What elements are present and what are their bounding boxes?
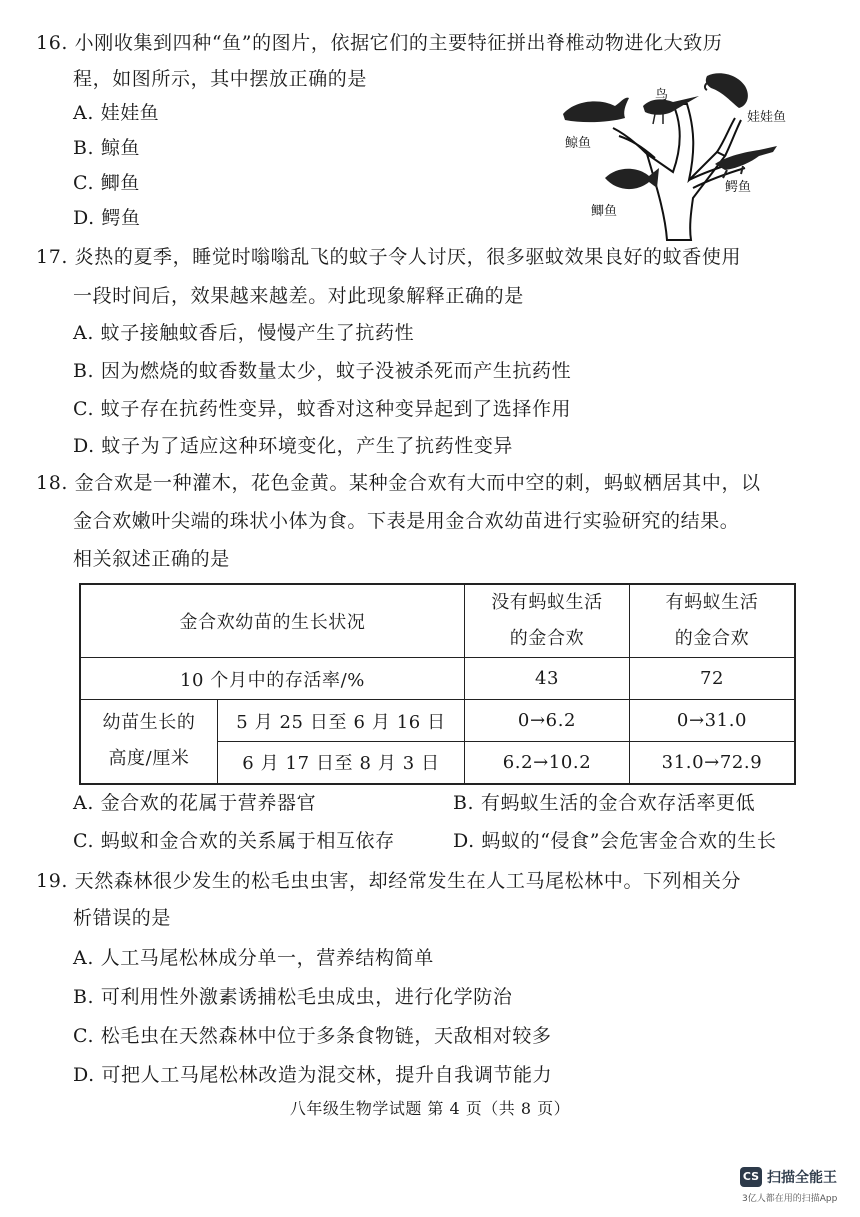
cs-logo-icon: CS bbox=[740, 1167, 762, 1187]
q18-stem-line1: 18. 金合欢是一种灌木，花色金黄。某种金合欢有大而中空的刺，蚂蚁栖居其中，以 bbox=[36, 472, 761, 494]
acacia-experiment-table bbox=[79, 583, 796, 773]
label-bird: 鸟 bbox=[655, 88, 669, 103]
q16-option-d: D. 鳄鱼 bbox=[73, 207, 141, 229]
q17-option-c: C. 蚊子存在抗药性变异，蚊香对这种变异起到了选择作用 bbox=[73, 398, 572, 420]
q17-option-a: A. 蚊子接触蚊香后，慢慢产生了抗药性 bbox=[73, 322, 415, 344]
q17-option-d: D. 蚊子为了适应这种环境变化，产生了抗药性变异 bbox=[73, 435, 514, 457]
period-1-no-ant: 0→6.2 bbox=[465, 700, 630, 742]
q18-option-b: B. 有蚂蚁生活的金合欢存活率更低 bbox=[453, 792, 756, 814]
header-no-ant: 没有蚂蚁生活 的金合欢 bbox=[465, 584, 630, 658]
label-whale: 鲸鱼 bbox=[565, 136, 592, 151]
cs-tagline: 3亿人都在用的扫描App bbox=[742, 1194, 838, 1204]
survival-no-ant: 43 bbox=[465, 658, 630, 700]
camscanner-watermark bbox=[740, 1165, 848, 1207]
period-2-with-ant: 31.0→72.9 bbox=[630, 742, 796, 784]
salamander-shape bbox=[706, 73, 748, 108]
q16-option-a: A. 娃娃鱼 bbox=[73, 102, 160, 124]
label-salamander: 娃娃鱼 bbox=[747, 110, 787, 125]
period-2: 6 月 17 日至 8 月 3 日 bbox=[218, 742, 465, 784]
period-1-with-ant: 0→31.0 bbox=[630, 700, 796, 742]
q19-option-a: A. 人工马尾松林成分单一，营养结构简单 bbox=[73, 947, 434, 969]
q19-stem-line1: 19. 天然森林很少发生的松毛虫虫害，却经常发生在人工马尾松林中。下列相关分 bbox=[36, 870, 742, 892]
q18-option-d: D. 蚂蚁的“侵食”会危害金合欢的生长 bbox=[453, 830, 777, 852]
period-1: 5 月 25 日至 6 月 16 日 bbox=[218, 700, 465, 742]
header-growth-status: 金合欢幼苗的生长状况 bbox=[80, 584, 465, 658]
q19-option-b: B. 可利用性外激素诱捕松毛虫成虫，进行化学防治 bbox=[73, 986, 513, 1008]
q16-option-b: B. 鲸鱼 bbox=[73, 137, 141, 159]
q17-option-b: B. 因为燃烧的蚊香数量太少，蚊子没被杀死而产生抗药性 bbox=[73, 360, 572, 382]
evolution-tree-drawing bbox=[555, 62, 800, 247]
whale-shape bbox=[563, 98, 629, 123]
label-crocodile: 鳄鱼 bbox=[725, 180, 752, 195]
page-footer: 八年级生物学试题 第 4 页（共 8 页） bbox=[289, 1099, 571, 1118]
q16-stem-line1: 16. 小刚收集到四种“鱼”的图片，依据它们的主要特征拼出脊椎动物进化大致历 bbox=[36, 32, 723, 54]
q16-stem-line2: 程，如图所示，其中摆放正确的是 bbox=[73, 68, 368, 90]
q16-option-c: C. 鲫鱼 bbox=[73, 172, 140, 194]
q18-stem-line3: 相关叙述正确的是 bbox=[73, 548, 230, 570]
survival-with-ant: 72 bbox=[630, 658, 796, 700]
label-crucian-carp: 鲫鱼 bbox=[591, 204, 618, 219]
q19-option-d: D. 可把人工马尾松林改造为混交林，提升自我调节能力 bbox=[73, 1064, 553, 1086]
header-with-ant: 有蚂蚁生活 的金合欢 bbox=[630, 584, 796, 658]
q17-stem-line1: 17. 炎热的夏季，睡觉时嗡嗡乱飞的蚊子令人讨厌，很多驱蚊效果良好的蚊香使用 bbox=[36, 246, 742, 268]
q18-option-a: A. 金合欢的花属于营养器官 bbox=[73, 792, 317, 814]
bird-shape bbox=[643, 96, 699, 115]
height-label: 幼苗生长的 高度/厘米 bbox=[80, 700, 218, 784]
q17-stem-line2: 一段时间后，效果越来越差。对此现象解释正确的是 bbox=[73, 285, 524, 307]
crucian-carp-shape bbox=[605, 168, 659, 189]
q18-stem-line2: 金合欢嫩叶尖端的珠状小体为食。下表是用金合欢幼苗进行实验研究的结果。 bbox=[73, 510, 740, 532]
evolution-tree-figure bbox=[555, 62, 800, 247]
cs-app-name: 扫描全能王 bbox=[767, 1170, 837, 1186]
survival-rate-label: 10 个月中的存活率/% bbox=[80, 658, 465, 700]
tree-trunk bbox=[647, 104, 725, 240]
period-2-no-ant: 6.2→10.2 bbox=[465, 742, 630, 784]
q19-option-c: C. 松毛虫在天然森林中位于多条食物链，天敌相对较多 bbox=[73, 1025, 552, 1047]
q19-stem-line2: 析错误的是 bbox=[73, 907, 172, 929]
q18-option-c: C. 蚂蚁和金合欢的关系属于相互依存 bbox=[73, 830, 395, 852]
